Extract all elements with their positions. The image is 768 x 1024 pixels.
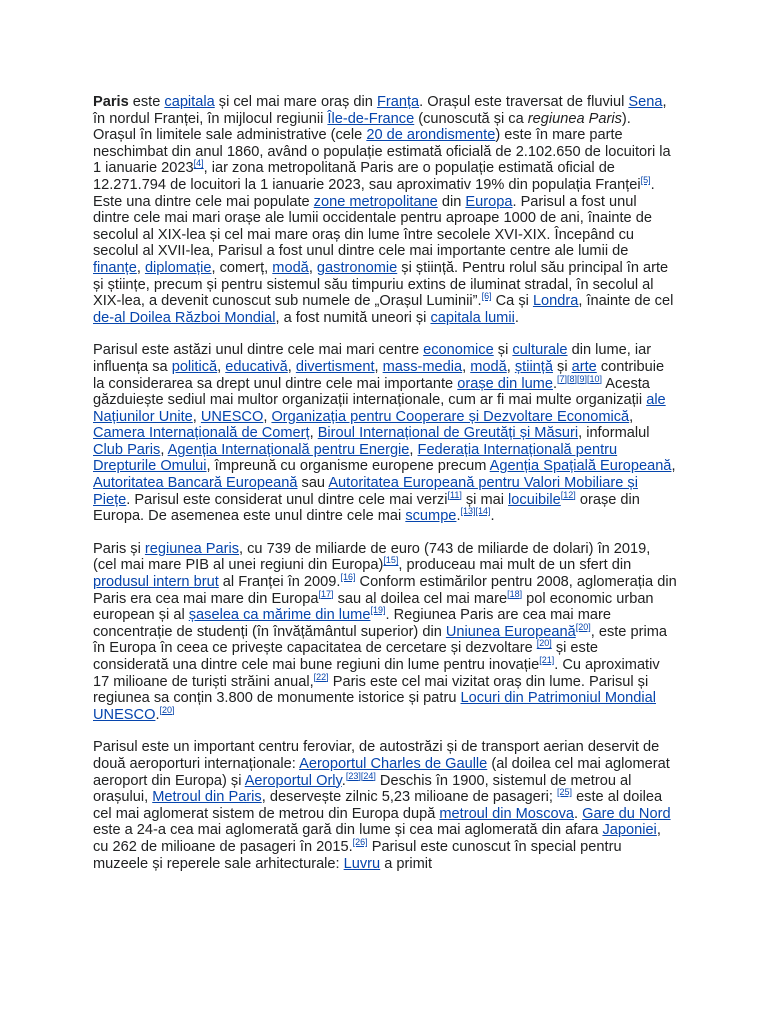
wiki-link[interactable]: arte — [571, 358, 597, 375]
body-text: , este prima în Europa în ceea ce privește capacitatea de cercetare și dezvoltare — [93, 623, 667, 657]
article-paragraph — [93, 94, 677, 326]
body-text: . — [514, 309, 519, 326]
body-text: Deschis în 1900, sistemul de metrou al orașului, — [93, 772, 632, 806]
body-text: . — [490, 508, 495, 525]
body-text: , informalul — [578, 425, 650, 442]
body-text: și mai — [461, 491, 509, 508]
wiki-link[interactable]: divertisment — [295, 358, 375, 375]
citation-link[interactable]: [4] — [193, 158, 204, 169]
citation-link[interactable]: [15] — [383, 555, 399, 566]
body-text: orașe din Europa. De asemenea este unul dintre cele mai — [93, 491, 640, 525]
wiki-link[interactable]: Europa — [465, 193, 513, 210]
body-text: și este considerată una dintre cele mai bune regiuni din lume pentru inovație — [93, 640, 598, 673]
body-text: . Este una dintre cele mai populate — [93, 176, 655, 210]
body-text: din lume, iar influența sa — [93, 342, 652, 375]
body-text: , în nordul Franței, în mijlocul regiunii — [93, 94, 667, 127]
wiki-link[interactable]: educativă — [225, 358, 288, 375]
wiki-link[interactable]: 20 de arondismente — [366, 127, 496, 144]
body-text: , deservește zilnic 5,23 milioane de pasageri; — [261, 789, 557, 806]
body-text: , cu 262 de milioane de pasageri în 2015. — [93, 822, 661, 855]
body-text: , — [309, 425, 318, 442]
wiki-link[interactable]: politică — [171, 358, 218, 375]
wiki-link[interactable]: Gare du Nord — [582, 805, 671, 822]
wiki-link[interactable]: UNESCO — [200, 408, 264, 425]
body-text: . — [552, 375, 558, 392]
body-text: pol economic urban european și al — [93, 590, 654, 624]
body-text: , — [409, 441, 418, 458]
wiki-link[interactable]: de-al Doilea Război Mondial — [93, 309, 276, 326]
wiki-link[interactable]: Aeroportul Charles de Gaulle — [299, 755, 488, 772]
wiki-link[interactable]: orașe din lume — [457, 375, 553, 392]
body-text: , — [506, 358, 515, 375]
body-text: (al doilea cel mai aglomerat aeroport din Europa) și — [93, 755, 670, 789]
wiki-link[interactable]: știință — [514, 358, 553, 375]
body-text: , — [217, 358, 226, 375]
body-text: , iar zona metropolitană Paris are o populație estimată oficial de 12.271.794 de locuitori la 1 ianuarie 2023, sau aproximativ 19% din populația Franței — [93, 160, 641, 193]
citation-link[interactable]: [25] — [557, 787, 573, 798]
wiki-link[interactable]: Uniunea Europeană — [445, 623, 576, 640]
citation-link[interactable]: [18] — [507, 588, 523, 599]
wiki-link[interactable]: Agenția Internațională pentru Energie — [167, 441, 410, 458]
body-text: este al doilea cel mai aglomerat sistem de metrou din Europa după — [93, 789, 663, 822]
wiki-link[interactable]: finanțe — [93, 259, 137, 276]
body-text: și cel mai mare oraș din — [214, 94, 377, 110]
wiki-link[interactable]: Federația Internațională pentru Drepturile Omului — [93, 441, 618, 475]
body-text: și știință. Pentru rolul său principal în arte și științe, precum și pentru sistemul său timpuriu extins de iluminat stradal, în secolul al XIX-lea, a devenit cunoscut sub numele de „Orașul Luminii”. — [93, 259, 669, 310]
body-text: Paris este cel mai vizitat oraș din lume. Parisul și regiunea sa conțin 3.800 de monumente istorice și patru — [93, 673, 649, 707]
citation-link[interactable]: [26] — [352, 837, 368, 848]
wiki-link[interactable]: Aeroportul Orly — [244, 772, 342, 789]
wiki-link[interactable]: metroul din Moscova — [439, 805, 575, 822]
body-text: . — [341, 772, 346, 789]
body-text: . Parisul a fost unul dintre cele mai mari orașe ale lumii occidentale pentru aproape 1000 de ani, înainte de secolul al XIX-lea și cel mai mare oraș din lume între secolele XVI-XIX. Începând cu secolul al XVII-lea, Parisul a fost unul dintre cele mai importante centre ale lumii de — [93, 193, 652, 260]
body-text: . — [574, 805, 583, 822]
body-text: , — [136, 259, 145, 276]
body-text: , înainte de cel — [578, 293, 674, 310]
wiki-link[interactable]: Biroul Internațional de Greutăți și Măsuri — [317, 425, 579, 442]
body-text: . Cu aproximativ 17 milioane de turiști străini anual, — [93, 657, 660, 690]
wiki-link[interactable]: Metroul din Paris — [152, 789, 262, 806]
wiki-link[interactable]: Luvru — [343, 855, 381, 872]
body-text: Parisul este astăzi unul dintre cele mai mari centre — [93, 342, 424, 359]
wiki-link[interactable]: Londra — [532, 293, 579, 310]
citation-link[interactable]: [22] — [313, 671, 329, 682]
citation-link[interactable]: [11] — [447, 489, 462, 500]
citation-link[interactable]: [19] — [370, 605, 386, 616]
wiki-link[interactable]: Autoritatea Europeană pentru Valori Mobiliare și Piețe — [93, 475, 638, 508]
wiki-link[interactable]: Franța — [376, 94, 420, 110]
body-text: . Parisul este considerat unul dintre cele mai verzi — [126, 491, 448, 508]
citation-link[interactable]: [21] — [539, 655, 555, 666]
body-text: , cu 739 de miliarde de euro (743 de miliarde de dolari) în 2019, (cel mai mare PIB al unei regiuni din Europa) — [93, 540, 651, 574]
body-text: (cunoscută și ca — [414, 110, 528, 127]
wiki-link[interactable]: scumpe — [405, 508, 457, 525]
wiki-link[interactable]: gastronomie — [316, 259, 398, 276]
wiki-link[interactable]: capitala — [164, 94, 215, 110]
body-text: și — [493, 342, 513, 359]
wiki-link[interactable]: capitala lumii — [430, 309, 515, 326]
citation-link[interactable]: [20] — [575, 621, 591, 632]
citation-link[interactable]: [23][24] — [345, 770, 376, 781]
wiki-link[interactable]: Club Paris — [93, 441, 161, 458]
body-text: contribuie la considerarea sa drept unul dintre cele mai importante — [93, 358, 665, 392]
wiki-link[interactable]: mass-media — [382, 358, 463, 375]
wiki-link[interactable]: Sena — [628, 94, 663, 110]
body-text: , — [308, 259, 317, 276]
wiki-link[interactable]: economice — [423, 342, 494, 359]
body-text: din — [437, 193, 466, 210]
wiki-link[interactable]: modă — [272, 259, 309, 276]
body-text: Ca și — [491, 293, 533, 310]
wiki-link[interactable]: Camera Internațională de Comerț — [93, 425, 310, 442]
body-text: , — [160, 441, 168, 458]
citation-link[interactable]: [13] — [460, 506, 476, 517]
body-text: sau al doilea cel mai mare — [333, 590, 508, 607]
body-text: , — [462, 358, 471, 375]
body-text: . Regiunea Paris are cea mai mare concentrație de studenți (în învățământul superior) din — [93, 607, 611, 640]
body-text: a primit — [380, 855, 433, 872]
citation-link[interactable]: [12] — [560, 489, 576, 500]
wiki-link[interactable]: ale Națiunilor Unite — [93, 392, 666, 425]
wiki-link[interactable]: diplomație — [144, 259, 212, 276]
body-text: , — [263, 408, 272, 425]
body-text: , împreună cu organisme europene precum — [206, 458, 490, 475]
wiki-link[interactable]: regiunea Paris — [144, 540, 240, 557]
wiki-link[interactable]: Agenția Spațială Europeană — [489, 458, 672, 475]
article-paragraph — [93, 739, 677, 872]
body-text: Paris și — [93, 540, 145, 557]
wiki-link[interactable]: locuibile — [508, 491, 561, 508]
italic-text: regiunea Paris — [527, 110, 622, 127]
citation-link[interactable]: [16] — [340, 572, 356, 583]
body-text: . — [155, 706, 160, 723]
body-text: al Franței în 2009. — [218, 574, 341, 591]
citation-link[interactable]: [20] — [536, 638, 552, 649]
wiki-link[interactable]: Locuri din Patrimoniul Mondial UNESCO — [93, 690, 656, 723]
body-text: , — [287, 358, 296, 375]
body-text: Acesta găzduiește sediul mai multor organizații internaționale, cum ar fi mai multe organizații — [93, 375, 650, 409]
body-text: ) este în mare parte neschimbat din anul 1860, având o populație estimată oficială de 2.102.650 de locuitori la 1 ianuarie 2023 — [93, 127, 671, 177]
body-text: . — [456, 508, 461, 525]
body-text: ). Orașul în limitele sale administrative (cele — [93, 110, 631, 144]
wiki-link[interactable]: culturale — [512, 342, 568, 359]
wiki-link[interactable]: produsul intern brut — [93, 574, 219, 591]
body-text: Parisul este un important centru feroviar, de autostrăzi și de transport aerian deservit de două aeroporturi internaționale: — [93, 739, 660, 772]
wiki-link[interactable]: modă — [470, 358, 507, 375]
body-text: , produceau mai mult de un sfert din — [398, 557, 632, 574]
citation-link[interactable]: [7][8][9][10] — [557, 373, 603, 384]
article-body — [93, 94, 677, 888]
wiki-link[interactable]: Japoniei — [602, 822, 657, 839]
citation-link[interactable]: [5] — [640, 175, 651, 186]
body-text: , — [192, 408, 201, 425]
body-text: și — [552, 358, 572, 375]
wiki-link[interactable]: Île-de-France — [327, 110, 415, 127]
wiki-link[interactable]: Organizația pentru Cooperare și Dezvoltare Economică — [271, 408, 630, 425]
body-text: , a fost numită uneori și — [275, 309, 431, 326]
body-text: este — [128, 94, 165, 110]
body-text: , — [629, 408, 634, 425]
body-text: sau — [297, 475, 329, 492]
article-subject: Paris — [93, 94, 129, 110]
body-text: Parisul este cunoscut în special pentru muzeele și reperele sale arhitecturale: — [93, 838, 622, 872]
wiki-link[interactable]: șaselea ca mărime din lume — [188, 607, 371, 624]
citation-link[interactable]: [6] — [481, 291, 492, 302]
body-text: Conform estimărilor pentru 2008, aglomerația din Paris era cea mai mare din Europa — [93, 574, 677, 607]
body-text: . Orașul este traversat de fluviul — [419, 94, 629, 110]
body-text: este a 24-a cea mai aglomerată gară din lume și cea mai aglomerată din afara — [93, 822, 603, 839]
body-text: , — [374, 358, 383, 375]
citation-link[interactable]: [17] — [318, 588, 334, 599]
wiki-link[interactable]: Autoritatea Bancară Europeană — [93, 475, 298, 492]
citation-link[interactable]: [20] — [159, 704, 175, 715]
wiki-link[interactable]: zone metropolitane — [313, 193, 438, 210]
body-text: , — [671, 458, 676, 475]
article-paragraph — [93, 342, 677, 525]
body-text: , comerț, — [211, 259, 273, 276]
article-paragraph — [93, 541, 677, 724]
citation-link[interactable]: [14] — [475, 506, 491, 517]
